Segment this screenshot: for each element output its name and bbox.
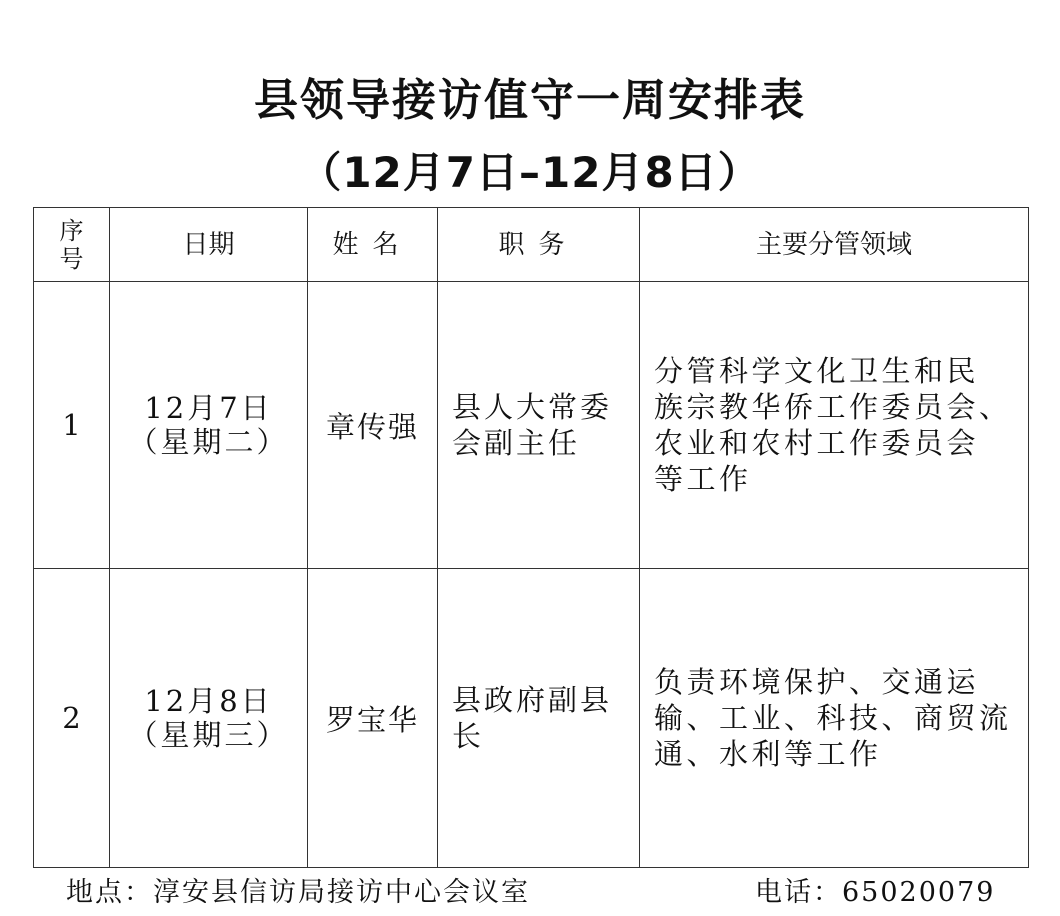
row-post	[438, 569, 640, 868]
row-area	[640, 282, 1029, 569]
header-row	[34, 208, 1029, 282]
row-date-day: 12月8日	[144, 684, 273, 718]
row-area-line: 农业和农村工作委员会	[654, 426, 980, 460]
header-seq-line2: 号	[59, 244, 84, 273]
row-area-line: 族宗教华侨工作委员会、	[654, 390, 1012, 424]
row-date-weekday: （星期三）	[128, 718, 289, 752]
row-post-line: 县人大常委	[452, 390, 613, 424]
row-post-line: 县政府副县	[452, 683, 613, 717]
row-post-line: 会副主任	[452, 426, 581, 460]
row-date-weekday: （星期二）	[128, 425, 289, 459]
row-area-line: 等工作	[654, 462, 752, 496]
row-area-line: 分管科学文化卫生和民	[654, 354, 980, 388]
row-name: 章传强	[308, 282, 438, 569]
phone-value: 65020079	[842, 877, 996, 908]
table-row	[34, 282, 1029, 569]
location-label: 地点：	[66, 877, 153, 908]
row-date-day: 12月7日	[144, 391, 273, 425]
row-name: 罗宝华	[308, 569, 438, 868]
row-area-line: 输、工业、科技、商贸流	[654, 701, 1012, 735]
header-seq	[34, 208, 110, 282]
document-title: 县领导接访值守一周安排表	[254, 75, 806, 126]
row-date	[110, 569, 308, 868]
row-seq: 1	[34, 282, 110, 569]
row-post-line: 长	[452, 719, 485, 753]
row-area	[640, 569, 1029, 868]
header-area: 主要分管领域	[640, 208, 1029, 282]
phone-line	[755, 870, 995, 909]
header-name: 姓名	[308, 208, 438, 282]
date-range-subtitle: （12月7日–12月8日）	[299, 148, 761, 197]
location-value: 淳安县信访局接访中心会议室	[153, 877, 530, 908]
header-seq-line1: 序	[59, 216, 84, 245]
header-date: 日期	[110, 208, 308, 282]
row-post	[438, 282, 640, 569]
row-seq: 2	[34, 569, 110, 868]
row-area-line: 通、水利等工作	[654, 737, 882, 771]
header-post: 职务	[438, 208, 640, 282]
row-area-line: 负责环境保护、交通运	[654, 665, 980, 699]
table-row	[34, 569, 1029, 868]
schedule-table	[33, 207, 1029, 868]
row-date	[110, 282, 308, 569]
phone-label: 电话：	[755, 877, 842, 908]
location-line	[66, 870, 530, 909]
